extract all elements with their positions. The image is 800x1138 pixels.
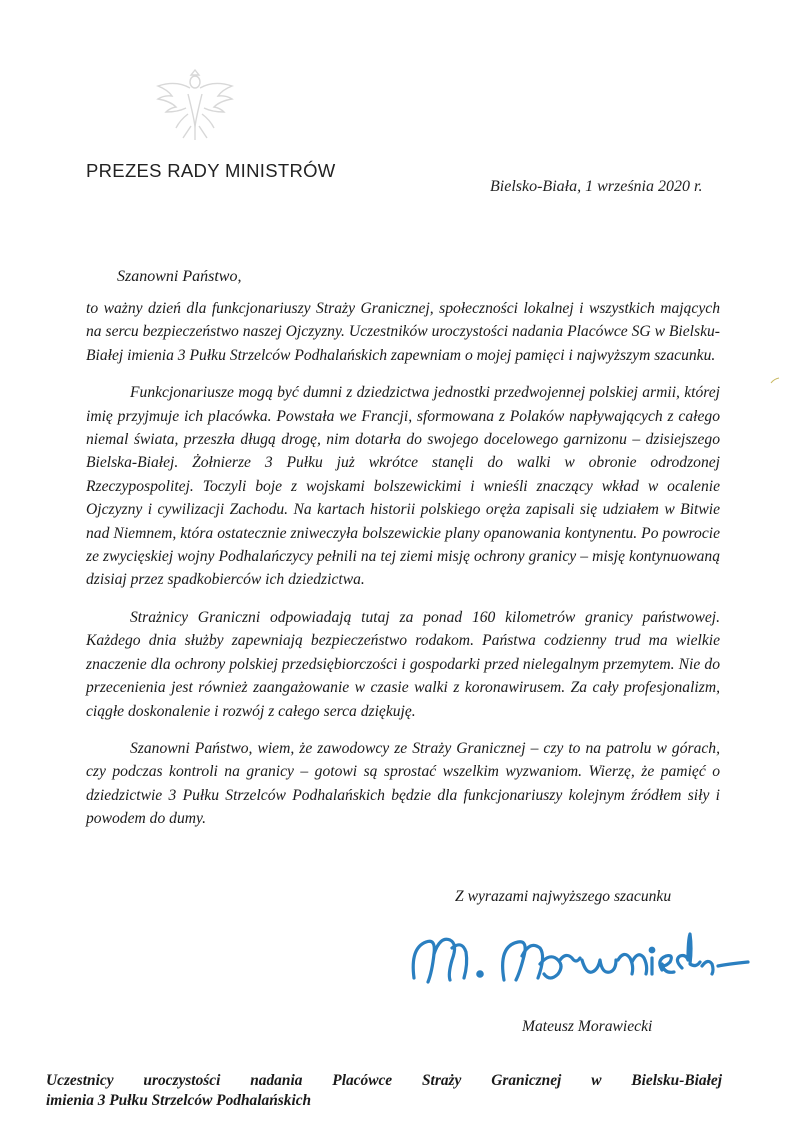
letter-body xyxy=(86,297,720,845)
office-title: PREZES RADY MINISTRÓW xyxy=(86,160,336,181)
place-and-date: Bielsko-Biała, 1 września 2020 r. xyxy=(490,178,703,195)
polish-eagle-emblem-icon xyxy=(150,64,240,144)
signer-name: Mateusz Morawiecki xyxy=(522,1018,653,1035)
handwritten-signature-icon xyxy=(400,920,760,1000)
recipient-line-2: imienia 3 Pułku Strzelców Podhalańskich xyxy=(46,1092,312,1109)
paragraph-1: to ważny dzień dla funkcjonariuszy Straży Granicznej, społeczności lokalnej i wszystkich mających na sercu bezpieczeństwo naszej Ojczyzny. Uczestników uroczystości nadania Placówce SG w Bielsku-Białej imienia 3 Pułku Strzelców Podhalańskich zapewniam o mojej pamięci i najwyższym szacunku. xyxy=(86,300,720,364)
paragraph-3: Strażnicy Graniczni odpowiadają tutaj za ponad 160 kilometrów granicy państwowej. Każdego dnia służby zapewniają bezpieczeństwo rodakom. Państwa codzienny trud ma wielkie znaczenie dla ochrony polskiej przedsiębiorczości i gospodarki przed nielegalnym przemytem. Nie do przecenienia jest również zaangażowanie w czasie walki z koronawirusem. Za cały profesjonalizm, ciągłe doskonalenie i rozwój z całego serca dziękuję. xyxy=(86,608,720,720)
closing-phrase: Z wyrazami najwyższego szacunku xyxy=(455,888,672,905)
recipient-line-1: Uczestnicy uroczystości nadania Placówce Straży Granicznej w Bielsku-Białej xyxy=(46,1072,722,1089)
paragraph-4: Szanowni Państwo, wiem, że zawodowcy ze Straży Granicznej – czy to na patrolu w górach, czy podczas kontroli na granicy – gotowi są sprostać wszelkim wyzwaniom. Wierzę, że pamięć o dziedzictwie 3 Pułku Strzelców Podhalańskich będzie dla funkcjonariuszy kolejnym źródłem siły i powodem do dumy. xyxy=(86,739,720,828)
recipient-block xyxy=(46,1071,722,1111)
margin-mark-icon xyxy=(770,375,780,385)
paragraph-2: Funkcjonariusze mogą być dumni z dziedzictwa jednostki przedwojennej polskiej armii, której imię przyjmuje ich placówka. Powstała we Francji, sformowana z Polaków napływających z całego niemal świata, przeszła długą drogę, nim dotarła do swojego docelowego garnizonu – dzisiejszego Bielska-Białej. Żołnierze 3 Pułku już wkrótce stanęli do walki w obronie odrodzonej Rzeczypospolitej. Toczyli boje z wojskami bolszewickimi i wnieśli znaczący wkład w ocalenie Ojczyzny i cywilizacji Zachodu. Na kartach historii polskiego oręża zapisali się udziałem w Bitwie nad Niemnem, która ostatecznie zniweczyła bolszewickie plany opanowania kontynentu. Po powrocie ze zwycięskiej wojny Podhalańczycy pełnili na tej ziemi misję ochrony granicy – misję kontynuowaną dzisiaj przez spadkobierców ich dziedzictwa. xyxy=(86,384,720,589)
salutation: Szanowni Państwo, xyxy=(117,268,242,285)
